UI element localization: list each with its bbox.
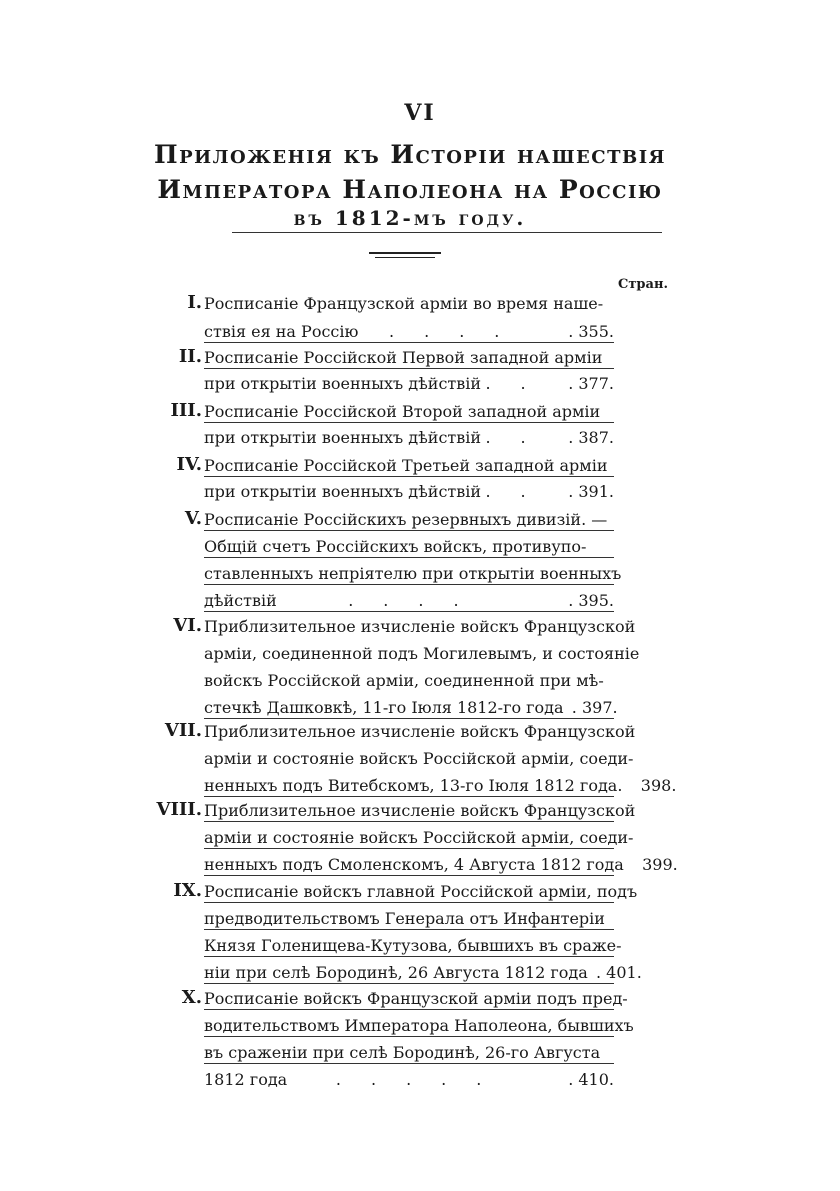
- ornament-rule-thin: [375, 257, 435, 258]
- entry-text: арміи и состояніе войскъ Россійской арміи, соеди-: [204, 828, 634, 847]
- entry-text: войскъ Россійской арміи, соединенной при мѣ-: [204, 671, 604, 690]
- entry-text: Росписаніе Россійскихъ резервныхъ дивизій. —: [204, 510, 608, 529]
- entry-text: Общій счетъ Россійскихъ войскъ, противупо-: [204, 537, 587, 556]
- entry-text: ставленныхъ непріятелю при открытіи военныхъ: [204, 564, 622, 583]
- entry-page: . 387.: [568, 428, 614, 447]
- entry-text: Росписаніе войскъ главной Россійской арміи, подъ: [204, 882, 638, 901]
- entry-text: при открытіи военныхъ дѣйствій: [204, 374, 482, 393]
- entry-text: Росписаніе Французской арміи во время наше-: [204, 294, 604, 313]
- entry-number: III.: [170, 400, 202, 421]
- entry-text: Росписаніе Россійской Второй западной арміи: [204, 402, 601, 421]
- entry-text: арміи и состояніе войскъ Россійской арміи, соеди-: [204, 749, 634, 768]
- entry-number: VII.: [164, 720, 202, 741]
- entry-page: . 395.: [568, 591, 614, 610]
- entry-text: Князя Голенищева-Кутузова, бывшихъ въ сраже-: [204, 936, 622, 955]
- entry-number: I.: [187, 292, 202, 313]
- entry-number: II.: [178, 346, 202, 367]
- entry-text: 1812 года: [204, 1070, 288, 1089]
- entry-page: 398.: [640, 776, 677, 795]
- entry-text: при открытіи военныхъ дѣйствій: [204, 428, 482, 447]
- page-number: VI: [404, 100, 436, 126]
- entry-text: дѣйствій: [204, 591, 277, 610]
- title-line-3: въ 1812-мъ году.: [293, 206, 527, 230]
- entry-page: . 397.: [571, 698, 618, 717]
- entry-text: Росписаніе войскъ Французской арміи подъ пред-: [204, 989, 628, 1008]
- entry-text: Приблизительное изчисленіе войскъ Французской: [204, 722, 636, 741]
- page-column-header: Стран.: [618, 277, 668, 292]
- document-page: VI Приложенія къ Исторіи нашествія Императора Наполеона на Россію въ 1812-мъ году. Стран. I. Росписаніе Французской арміи во время наше- ствія ея на Россію .... . 355. II. Росписаніе Россійской Первой западной арміи при открытіи военныхъ дѣйствій .. . 377. III. Росписаніе Россійской Второй западной арміи при открытіи военныхъ дѣйствій .. . 387. IV. Росписаніе Россійской Третьей западной арміи при открытіи военныхъ дѣйствій .. . 391. V. Росписаніе Россійскихъ резервныхъ дивизій. — Общій счетъ Россійскихъ войскъ, противупо- ставленныхъ непріятелю при открытіи военныхъ дѣйствій .... . 395. VI. Приблизительное изчисленіе войскъ Французской арміи, соединенной подъ Могилевымъ, и состояніе войскъ Россійской арміи, соединенной при мѣ- стечкѣ Дашковкѣ, 11-го Іюля 1812-го года . 397. VII. Приблизительное изчисленіе войскъ Французской арміи и состояніе войскъ Россійской арміи, соеди- ненныхъ подъ Витебскомъ, 13-го Іюля 1812 года. 398. VIII. Приблизительное изчисленіе войскъ Французской арміи и состояніе войскъ Россійской арміи, соеди- ненныхъ подъ Смоленскомъ, 4 Августа 1812 года 399. IX. Росписаніе войскъ главной Россійской арміи, подъ предводительствомъ Генерала отъ Инфантеріи Князя Голенищева-Кутузова, бывшихъ въ сраже- ніи при селѣ Бородинѣ, 26 Августа 1812 года . 401. X. Росписаніе войскъ Французской арміи подъ пред- водительствомъ Императора Наполеона, бывшихъ въ сраженіи при селѣ Бородинѣ, 26-го Августа 1812 года ..... . 410.: [0, 0, 840, 1191]
- entry-text: Росписаніе Россійской Третьей западной арміи: [204, 456, 608, 475]
- entry-number: VIII.: [156, 799, 202, 820]
- entry-number: X.: [181, 987, 202, 1008]
- entry-text: ствія ея на Россію: [204, 322, 359, 341]
- title-line-1: Приложенія къ Исторіи нашествія: [153, 140, 666, 169]
- entry-page: . 355.: [568, 322, 614, 341]
- entry-text: водительствомъ Императора Наполеона, бывшихъ: [204, 1016, 634, 1035]
- entry-number: V.: [184, 508, 202, 529]
- entry-text: ненныхъ подъ Смоленскомъ, 4 Августа 1812 года: [204, 855, 624, 874]
- entry-text: предводительствомъ Генерала отъ Инфантеріи: [204, 909, 605, 928]
- entry-text: арміи, соединенной подъ Могилевымъ, и состояніе: [204, 644, 640, 663]
- entry-text: стечкѣ Дашковкѣ, 11-го Іюля 1812-го года: [204, 698, 564, 717]
- entry-number: VI.: [173, 615, 202, 636]
- entry-text: въ сраженіи при селѣ Бородинѣ, 26-го Августа: [204, 1043, 601, 1062]
- entry-text: при открытіи военныхъ дѣйствій: [204, 482, 482, 501]
- entry-text: ненныхъ подъ Витебскомъ, 13-го Іюля 1812 года.: [204, 776, 623, 795]
- title-underline: [232, 232, 662, 233]
- entry-text: ніи при селѣ Бородинѣ, 26 Августа 1812 года: [204, 963, 588, 982]
- title-line-2: Императора Наполеона на Россію: [157, 175, 663, 204]
- ornament-rule: [369, 252, 441, 254]
- entry-page: . 377.: [568, 374, 614, 393]
- entry-text: Росписаніе Россійской Первой западной арміи: [204, 348, 603, 367]
- entry-page: 399.: [642, 855, 678, 874]
- entry-page: . 410.: [568, 1070, 614, 1089]
- entry-number: IX.: [173, 880, 202, 901]
- entry-number: IV.: [176, 454, 202, 475]
- entry-text: Приблизительное изчисленіе войскъ Французской: [204, 617, 636, 636]
- entry-text: Приблизительное изчисленіе войскъ Французской: [204, 801, 636, 820]
- entry-page: . 401.: [596, 963, 642, 982]
- entry-page: . 391.: [568, 482, 614, 501]
